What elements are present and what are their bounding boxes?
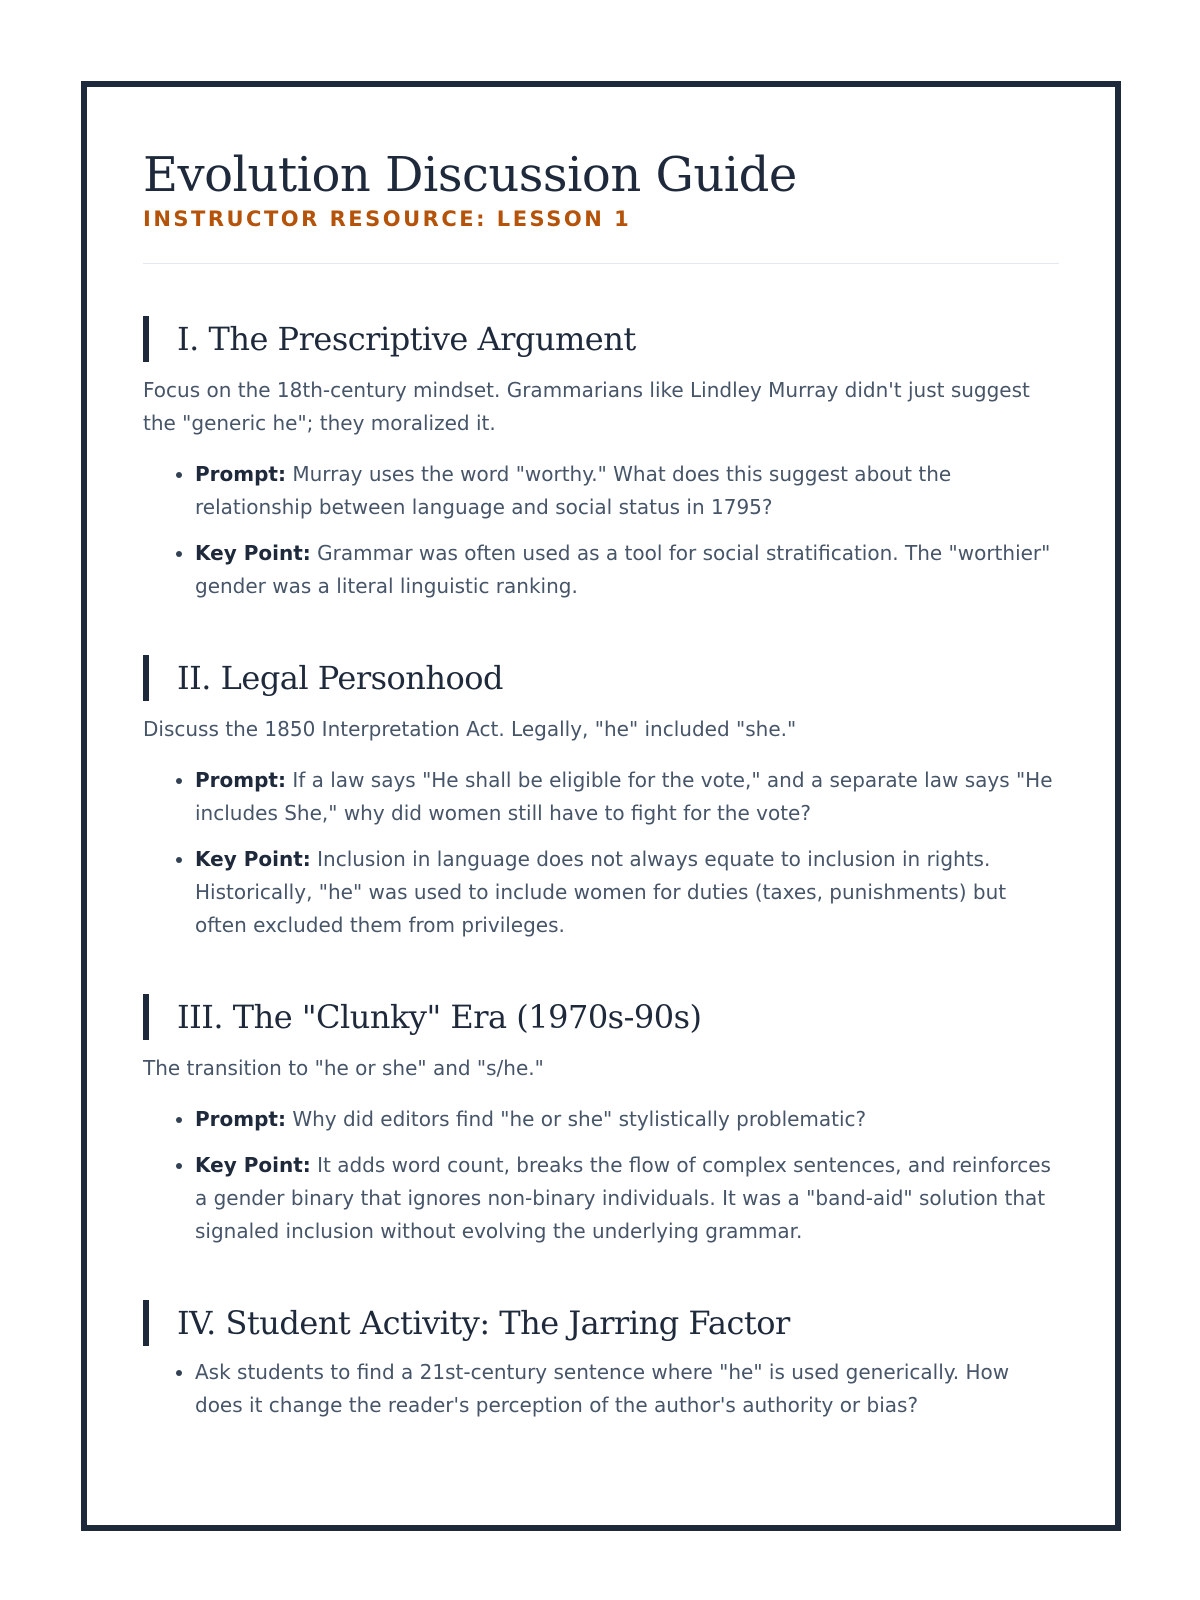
section-intro: Focus on the 18th-century mindset. Grammarians like Lindley Murray didn't just suggest the "generic he"; they moralized it.	[143, 378, 1030, 435]
prompt-item	[195, 764, 1059, 830]
section-points	[143, 764, 1059, 942]
section-4	[143, 1300, 1059, 1422]
section-2	[143, 655, 1059, 942]
section-3	[143, 994, 1059, 1248]
key-point-label: Key Point:	[195, 847, 311, 871]
prompt-text: Why did editors find "he or she" stylistically problematic?	[292, 1107, 867, 1131]
prompt-text: Murray uses the word "worthy." What does this suggest about the relationship between language and social status in 1795?	[195, 462, 952, 519]
key-point-text: Grammar was often used as a tool for social stratification. The "worthier" gender was a literal linguistic ranking.	[195, 541, 1051, 598]
section-heading: II. Legal Personhood	[143, 655, 1059, 701]
key-point-text: Inclusion in language does not always equate to inclusion in rights. Historically, "he" was used to include women for duties (taxes, punishments) but often excluded them from privileges.	[195, 847, 1007, 937]
section-intro: Discuss the 1850 Interpretation Act. Legally, "he" included "she."	[143, 717, 797, 741]
key-point-label: Key Point:	[195, 1153, 311, 1177]
prompt-label: Prompt:	[195, 768, 286, 792]
key-point-text: It adds word count, breaks the flow of complex sentences, and reinforces a gender binary that ignores non-binary individuals. It was a "band-aid" solution that signaled inclusion without evolving the underlying grammar.	[195, 1153, 1051, 1243]
key-point-label: Key Point:	[195, 541, 311, 565]
page-subtitle: INSTRUCTOR RESOURCE: LESSON 1	[143, 207, 632, 231]
page-title: Evolution Discussion Guide	[143, 147, 797, 203]
section-1	[143, 316, 1059, 603]
prompt-item	[195, 458, 1059, 524]
prompt-label: Prompt:	[195, 1107, 286, 1131]
guide-card	[81, 81, 1121, 1531]
prompt-text: If a law says "He shall be eligible for the vote," and a separate law says "He includes She," why did women still have to fight for the vote?	[195, 768, 1053, 825]
activity-item: • Ask students to find a 21st-century sentence where "he" is used generically. How does it change the reader's perception of the author's authority or bias?	[195, 1356, 1059, 1422]
key-point-item	[195, 843, 1059, 942]
key-point-item	[195, 537, 1059, 603]
section-points	[143, 1103, 1059, 1248]
header-divider	[143, 263, 1059, 264]
section-heading: III. The "Clunky" Era (1970s-90s)	[143, 994, 1059, 1040]
section-heading: IV. Student Activity: The Jarring Factor	[143, 1300, 1059, 1346]
section-heading: I. The Prescriptive Argument	[143, 316, 1059, 362]
prompt-label: Prompt:	[195, 462, 286, 486]
prompt-item	[195, 1103, 1059, 1136]
key-point-item	[195, 1149, 1059, 1248]
section-intro: The transition to "he or she" and "s/he."	[143, 1056, 544, 1080]
section-points	[143, 1356, 1059, 1422]
section-points	[143, 458, 1059, 603]
